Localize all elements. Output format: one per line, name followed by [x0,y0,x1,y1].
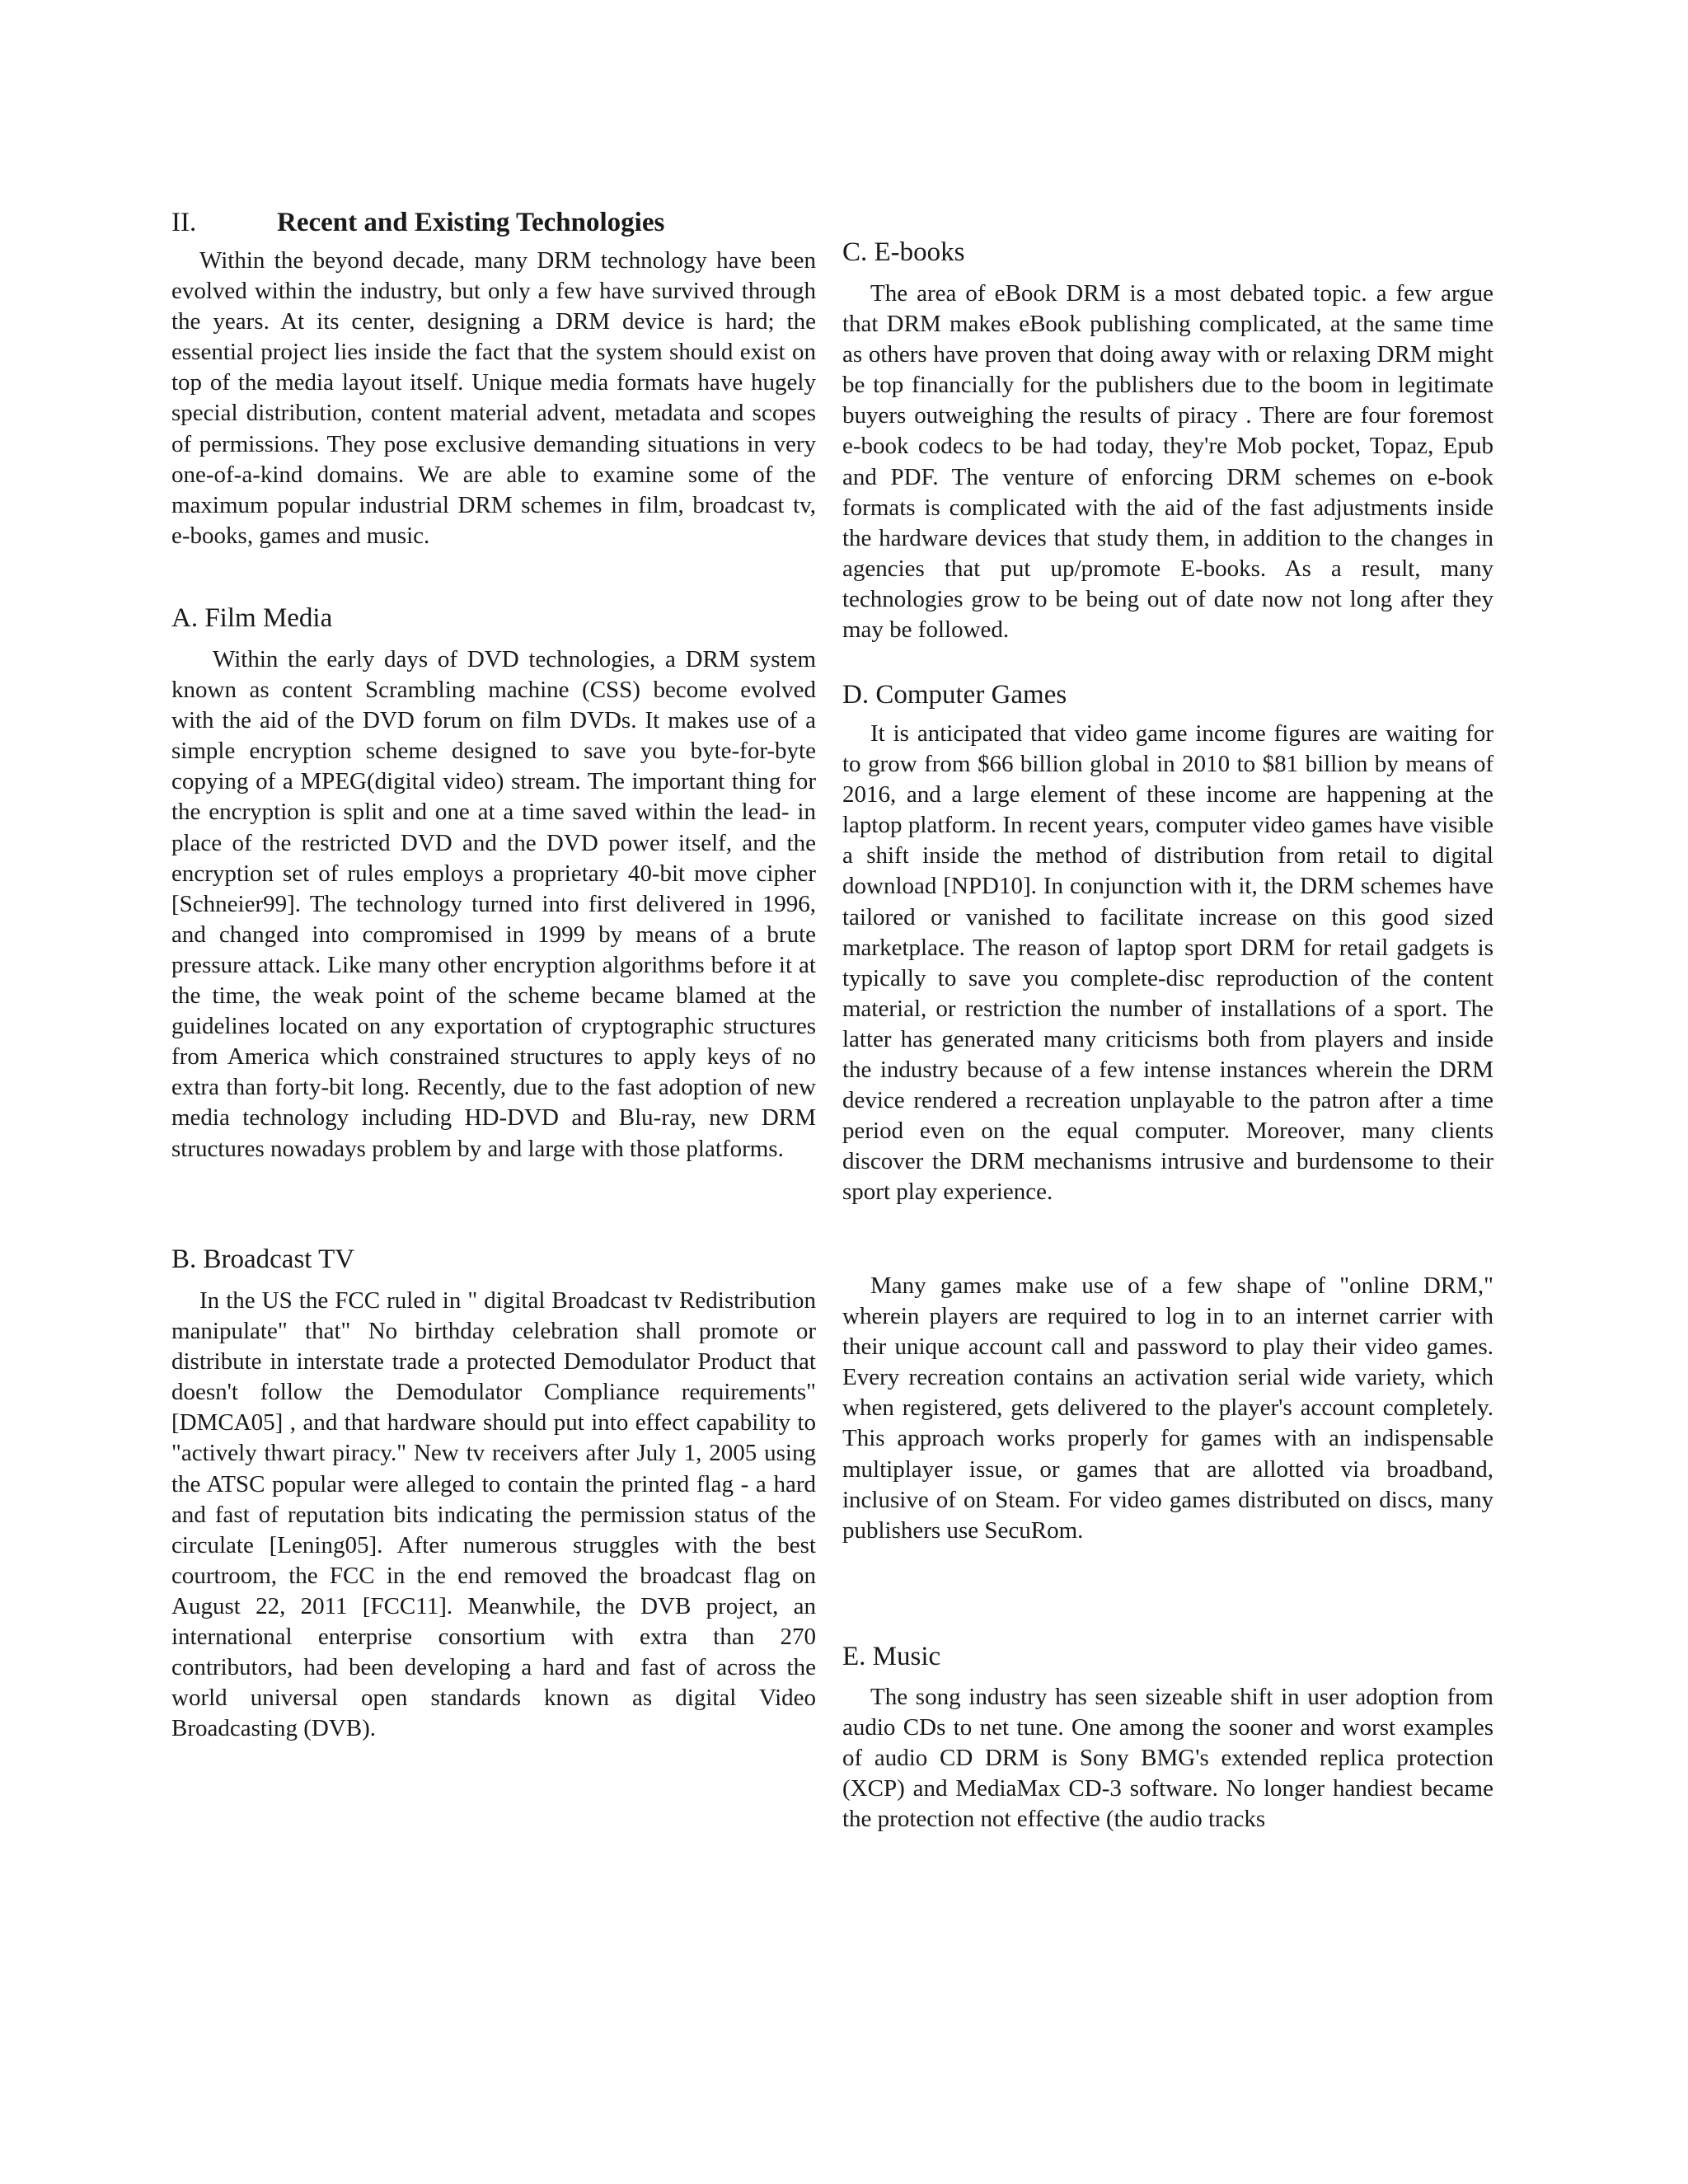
games-paragraph-1: It is anticipated that video game income figures are waiting for to grow from $66 billion global in 2010 to $81 billion by means of 2016, and a large element of these income are happening at the laptop platform. In recent years, computer video games have visible a shift inside the method of distribution from retail to digital download [NPD10]. In conjunction with it, the DRM schemes have tailored or vanished to facilitate increase on this good sized marketplace. The reason of laptop sport DRM for retail gadgets is typically to save you complete-disc reproduction of the content material, or restriction the number of installations of a sport. The latter has generated many criticisms both from players and inside the industry because of a few intense instances wherein the DRM device rendered a recreation unplayable to the patron after a time period even on the equal computer. Moreover, many clients discover the DRM mechanisms intrusive and burdensome to their sport play experience. [842,720,1493,1206]
music-heading-block [842,1640,1493,1673]
games-heading-block [842,678,1493,711]
broadcast-tv-paragraph: In the US the FCC ruled in " digital Broadcast tv Redistribution manipulate" that" No birthday celebration shall promote or distribute in interstate trade a protected Demodulator Product that doesn't follow the Demodulator Compliance requirements" [DMCA05] , and that hardware should put into effect capability to "actively thwart piracy." New tv receivers after July 1, 2005 using the ATSC popular were alleged to contain the printed flag - a hard and fast of reputation bits indicating the permission status of the circulate [Lening05]. After numerous struggles with the best courtroom, the FCC in the end removed the broadcast flag on August 22, 2011 [FCC11]. Meanwhile, the DVB project, an international enterprise consortium with extra than 270 contributors, had been developing a hard and fast of across the world universal open standards known as digital Video Broadcasting (DVB). [171,1287,816,1742]
intro-paragraph: Within the beyond decade, many DRM technology have been evolved within the industry, but only a few have survived through the years. At its center, designing a DRM device is hard; the essential project lies inside the fact that the system should exist on top of the media layout itself. Unique media formats have hugely special distribution, content material advent, metadata and scopes of permissions. They pose exclusive demanding situations in very one-of-a-kind domains. We are able to examine some of the maximum popular industrial DRM schemes in film, broadcast tv, e-books, games and music. [171,247,816,549]
intro-paragraph-block [171,246,816,551]
broadcast-tv-heading-block [171,1243,816,1276]
film-media-heading-block [171,602,816,635]
ebooks-paragraph: The area of eBook DRM is a most debated topic. a few argue that DRM makes eBook publishing complicated, at the same time as others have proven that doing away with or relaxing DRM might be top financially for the publishers due to the boom in legitimate buyers outweighing the results of piracy . There are four foremost e-book codecs to be had today, they're Mob pocket, Topaz, Epub and PDF. The venture of enforcing DRM schemes on e-book formats is complicated with the aid of the fast adjustments inside the hardware devices that study them, in addition to the changes in agencies that put up/promote E-books. As a result, many technologies grow to be being out of date now not long after they may be followed. [842,280,1493,644]
film-media-heading: A. Film Media [171,603,333,633]
games-body1-block [842,719,1493,1208]
music-heading: E. Music [842,1642,941,1671]
games-heading: D. Computer Games [842,680,1067,710]
music-paragraph: The song industry has seen sizeable shift in user adoption from audio CDs to net tune. One among the sooner and worst examples of audio CD DRM is Sony BMG's extended replica protection (XCP) and MediaMax CD-3 software. No longer handiest became the protection not effective (the audio tracks [842,1684,1493,1833]
games-body2-block [842,1271,1493,1546]
section-title: Recent and Existing Technologies [277,208,665,237]
ebooks-body-block [842,279,1493,645]
ebooks-heading-block [842,236,1493,269]
broadcast-tv-body-block [171,1286,816,1744]
film-media-body-block [171,644,816,1165]
broadcast-tv-heading: B. Broadcast TV [171,1244,355,1274]
section-number: II. [171,208,197,237]
games-paragraph-2: Many games make use of a few shape of "online DRM," wherein players are required to log in to an internet carrier with their unique account call and password to play their video games. Every recreation contains an activation serial wide variety, which when registered, gets delivered to the player's account completely. This approach works properly for games with an indispensable multiplayer issue, or games that are allotted via broadband, inclusive of on Steam. For video games distributed on discs, many publishers use SecuRom. [842,1272,1493,1544]
ebooks-heading: C. E-books [842,237,965,267]
music-body-block [842,1682,1493,1835]
film-media-paragraph: Within the early days of DVD technologies, a DRM system known as content Scrambling machine (CSS) become evolved with the aid of the DVD forum on film DVDs. It makes use of a simple encryption scheme designed to save you byte-for-byte copying of a MPEG(digital video) stream. The important thing for the encryption is split and one at a time saved within the lead- in place of the restricted DVD and the DVD power itself, and the encryption set of rules employs a proprietary 40-bit move cipher [Schneier99]. The technology turned into first delivered in 1996, and changed into compromised in 1999 by means of a brute pressure attack. Like many other encryption algorithms before it at the time, the weak point of the scheme became blamed at the guidelines located on any exportation of cryptographic structures from America which constrained structures to apply keys of no extra than forty-bit long. Recently, due to the fast adoption of new media technology including HD-DVD and Blu-ray, new DRM structures nowadays problem by and large with those platforms. [171,646,816,1162]
section-heading [171,206,816,239]
